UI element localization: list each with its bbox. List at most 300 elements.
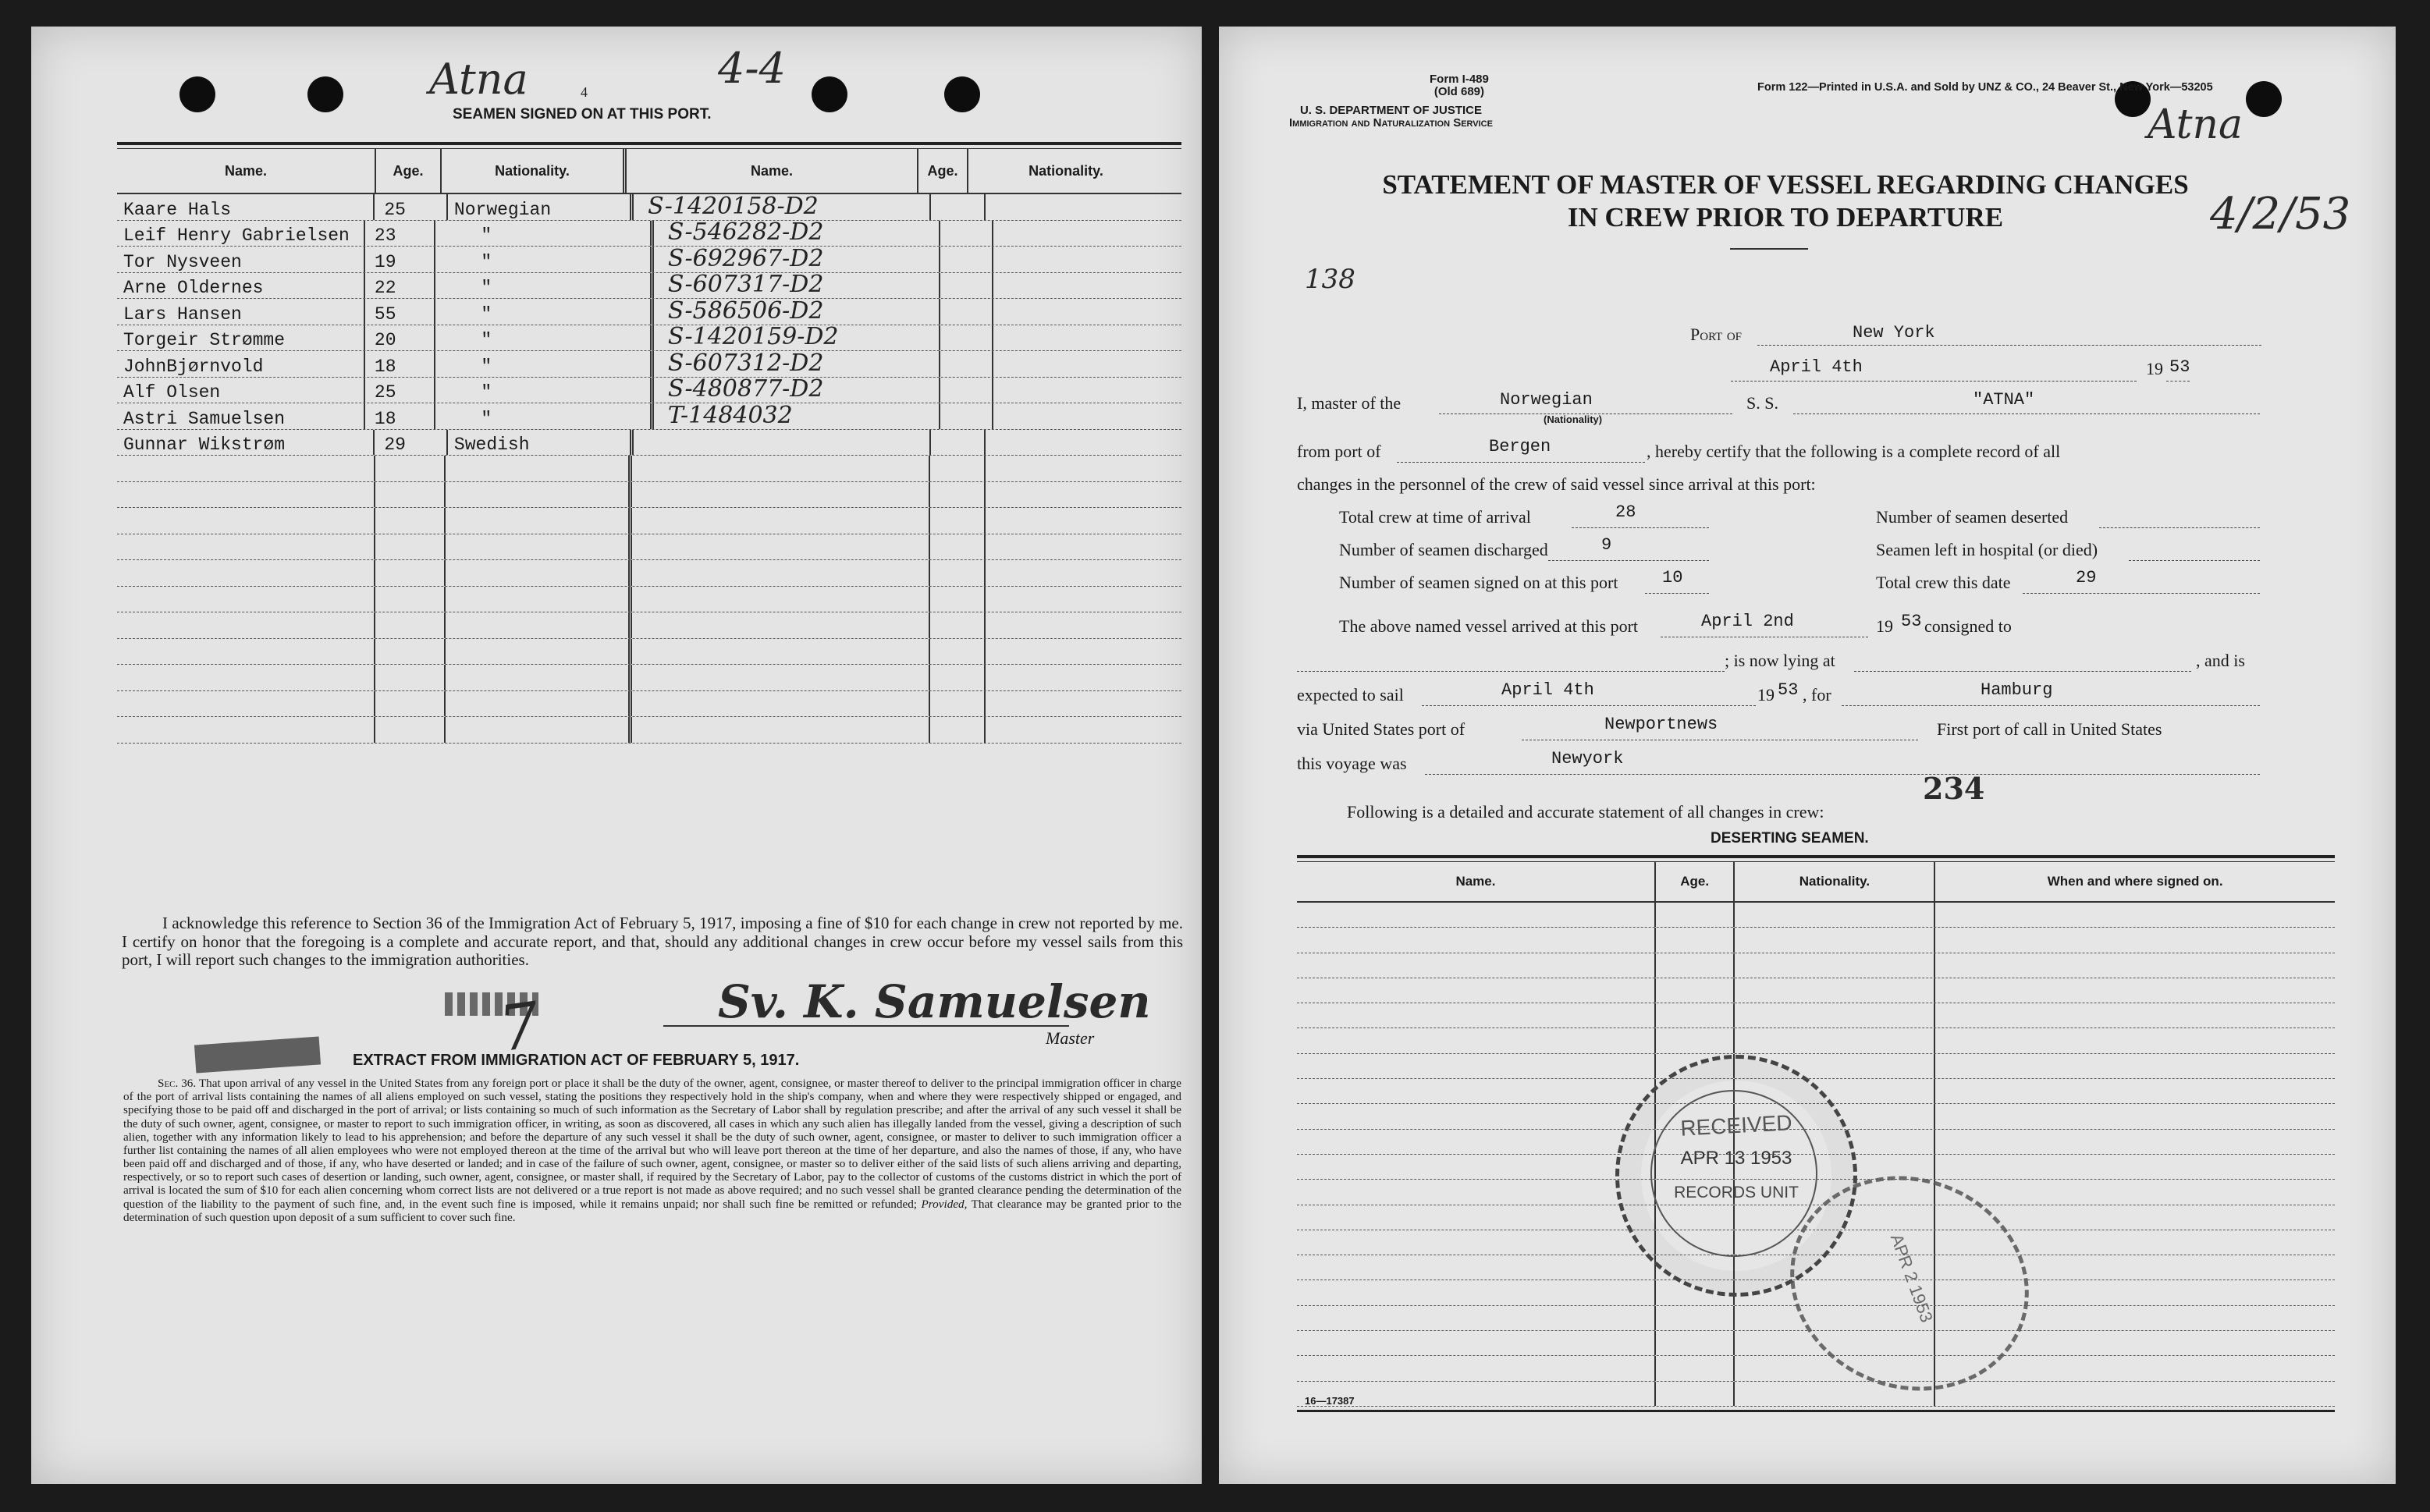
cell-empty xyxy=(1297,1028,1656,1052)
cell-empty xyxy=(930,508,985,534)
port-label: Port of xyxy=(1690,325,1743,344)
cell-age xyxy=(375,639,446,665)
cell-empty xyxy=(1935,903,2335,927)
cell-age: 19 xyxy=(365,247,436,272)
cell-serial xyxy=(632,534,930,560)
cell-age xyxy=(375,534,446,560)
seamen-signed-table xyxy=(117,142,1181,744)
port-line xyxy=(1757,321,2261,346)
table-row xyxy=(117,375,1181,404)
table-row xyxy=(117,296,1181,325)
expected-label: expected to sail xyxy=(1297,685,1404,705)
cell-nationality xyxy=(446,717,632,743)
cell-empty xyxy=(1935,1155,2335,1179)
cell-empty xyxy=(1297,1180,1656,1204)
cell-name xyxy=(117,508,375,534)
seamen-rows xyxy=(117,194,1181,744)
for-label: , for xyxy=(1803,685,1831,705)
cell-nationality: " xyxy=(435,273,653,299)
cell-empty xyxy=(1735,928,1935,952)
handwritten-vessel-name: Atna xyxy=(2148,101,2243,148)
cell-empty xyxy=(986,482,1181,508)
cell-empty xyxy=(940,299,993,325)
table-row xyxy=(117,456,1181,482)
cell-nationality: " xyxy=(435,378,653,403)
cell-empty xyxy=(940,325,993,351)
cell-age xyxy=(375,587,446,612)
cell-empty xyxy=(1935,1079,2335,1103)
cell-serial xyxy=(632,456,930,481)
stamp2-date: APR 2 1953 xyxy=(1886,1231,1937,1326)
cell-nationality xyxy=(446,639,632,665)
cell-empty xyxy=(1297,978,1656,1003)
date-value: April 4th xyxy=(1770,357,1863,377)
table-row xyxy=(117,403,1181,430)
cell-empty xyxy=(986,665,1181,690)
table-header xyxy=(117,149,1181,194)
cell-empty xyxy=(940,247,993,272)
cell-empty xyxy=(1656,978,1735,1003)
cell-nationality: Norwegian xyxy=(448,194,634,220)
statute-end: That clearance may be granted prior to the determination of such question upon deposit of a sum sufficient to cover such fine. xyxy=(123,1197,1182,1224)
expected-year-prefix: 19 xyxy=(1757,685,1775,705)
cell-empty xyxy=(1935,953,2335,978)
cell-empty xyxy=(1656,1331,1735,1355)
table-row xyxy=(1297,953,2335,978)
cell-empty xyxy=(986,587,1181,612)
cell-empty xyxy=(986,717,1181,743)
statute-label: Sec. 36. xyxy=(158,1077,197,1090)
voyage-line xyxy=(1425,751,2260,775)
cell-nationality xyxy=(446,587,632,612)
cell-age: 25 xyxy=(365,378,436,403)
arrived-value: April 2nd xyxy=(1701,612,1794,631)
cell-nationality xyxy=(446,612,632,638)
service-name: Immigration and Naturalization Service xyxy=(1289,115,1493,130)
total-date-value: 29 xyxy=(2076,568,2097,587)
page-number: 4 xyxy=(581,84,588,100)
cell-age: 18 xyxy=(365,403,436,429)
cell-empty xyxy=(1297,953,1656,978)
cell-serial xyxy=(632,508,930,534)
cell-empty xyxy=(930,587,985,612)
cell-empty xyxy=(1297,1331,1656,1355)
table-row xyxy=(117,639,1181,665)
cell-serial xyxy=(634,430,931,456)
deserted-line xyxy=(2099,504,2260,528)
cell-empty xyxy=(993,403,1181,429)
col-age: Age. xyxy=(376,149,442,193)
table-row xyxy=(117,612,1181,639)
form-number: Form I-489 xyxy=(1430,73,1489,86)
col-name: Name. xyxy=(627,149,918,193)
col-nationality: Nationality. xyxy=(442,149,627,193)
form-title-line1: STATEMENT OF MASTER OF VESSEL REGARDING CHANGES xyxy=(1382,169,2189,200)
signed-on-label: Number of seamen signed on at this port xyxy=(1339,573,1618,592)
deserting-heading: DESERTING SEAMEN. xyxy=(1711,830,1869,847)
voyage-label: this voyage was xyxy=(1297,754,1407,773)
cell-empty xyxy=(993,351,1181,377)
cell-empty xyxy=(1735,903,1935,927)
stamp-date-text: APR 13 1953 xyxy=(1680,1148,1792,1169)
col-age: Age. xyxy=(918,149,968,193)
cell-nationality xyxy=(446,691,632,717)
cell-age: 29 xyxy=(375,430,448,456)
stamp-mark xyxy=(194,1036,321,1073)
seamen-signed-heading: SEAMEN SIGNED ON AT THIS PORT. xyxy=(453,106,712,122)
table-row xyxy=(1297,903,2335,928)
cell-empty xyxy=(1935,1054,2335,1078)
hospital-label: Seamen left in hospital (or died) xyxy=(1876,540,2098,559)
discharged-label: Number of seamen discharged xyxy=(1339,540,1548,559)
for-value: Hamburg xyxy=(1981,680,2053,700)
cell-name: Tor Nysveen xyxy=(117,247,365,272)
cell-empty xyxy=(930,612,985,638)
cell-empty xyxy=(1297,1130,1656,1154)
via-line xyxy=(1522,716,1918,740)
table-row xyxy=(117,218,1181,247)
form-old-number: (Old 689) xyxy=(1433,84,1485,98)
cell-serial xyxy=(632,560,930,586)
table-row xyxy=(1297,1003,2335,1028)
cell-empty xyxy=(1297,1205,1656,1230)
department-block xyxy=(1289,105,1493,130)
cell-nationality xyxy=(446,665,632,690)
table-row xyxy=(1297,1028,2335,1053)
table-row xyxy=(117,717,1181,744)
col-nationality: Nationality. xyxy=(1028,162,1103,179)
department-name: U. S. DEPARTMENT OF JUSTICE xyxy=(1299,104,1483,117)
cell-empty xyxy=(940,403,993,429)
punch-hole xyxy=(812,76,847,112)
certify-text: , hereby certify that the following is a complete record of all xyxy=(1647,442,2061,461)
cell-nationality: " xyxy=(435,221,653,247)
cell-empty xyxy=(940,221,993,247)
cell-empty xyxy=(930,560,985,586)
cell-serial: S-1420158-D2 xyxy=(634,194,931,220)
cell-empty xyxy=(930,639,985,665)
punch-hole xyxy=(944,76,980,112)
first-call-label: First port of call in United States xyxy=(1937,719,2162,739)
col-name: Name. xyxy=(1297,862,1656,901)
cell-age xyxy=(375,456,446,481)
handwritten-vessel-name: Atna xyxy=(429,55,528,104)
cell-empty xyxy=(1656,1003,1735,1028)
hospital-line xyxy=(2129,537,2260,561)
cell-empty xyxy=(930,456,985,481)
table-row xyxy=(117,482,1181,509)
cell-name: Arne Oldernes xyxy=(117,273,365,299)
cell-name xyxy=(117,560,375,586)
cell-serial: S-1420159-D2 xyxy=(654,325,940,351)
cell-empty xyxy=(1735,978,1935,1003)
title-rule xyxy=(1730,248,1808,250)
cell-empty xyxy=(986,639,1181,665)
deserted-label: Number of seamen deserted xyxy=(1876,507,2069,527)
extract-heading: EXTRACT FROM IMMIGRATION ACT OF FEBRUARY 5, 1917. xyxy=(353,1052,800,1069)
cell-name xyxy=(117,534,375,560)
cell-age xyxy=(375,482,446,508)
cell-empty xyxy=(993,299,1181,325)
arrived-year-prefix: 19 xyxy=(1876,616,1893,636)
cell-name xyxy=(117,612,375,638)
form-title-line2: IN CREW PRIOR TO DEPARTURE xyxy=(1567,202,2004,232)
punch-hole xyxy=(2246,81,2282,117)
cell-empty xyxy=(1735,953,1935,978)
cell-serial: S-607317-D2 xyxy=(654,273,940,299)
cell-empty xyxy=(930,665,985,690)
cell-empty xyxy=(1297,1230,1656,1255)
form-number-block xyxy=(1430,73,1489,98)
table-row xyxy=(117,665,1181,691)
cell-empty xyxy=(1656,953,1735,978)
cell-empty xyxy=(1735,1003,1935,1028)
arrived-label: The above named vessel arrived at this port xyxy=(1339,616,1639,636)
cell-serial: T-1484032 xyxy=(654,403,940,429)
left-page xyxy=(31,27,1202,1484)
cell-serial xyxy=(632,639,930,665)
table-row xyxy=(117,691,1181,718)
cell-empty xyxy=(1935,1180,2335,1204)
total-date-label: Total crew this date xyxy=(1876,573,2011,592)
cell-nationality: " xyxy=(435,403,653,429)
table-row xyxy=(1297,978,2335,1003)
cell-nationality: " xyxy=(435,299,653,325)
cell-empty xyxy=(993,378,1181,403)
cell-serial: S-692967-D2 xyxy=(654,247,940,272)
cell-empty xyxy=(1297,1054,1656,1078)
via-value: Newportnews xyxy=(1604,715,1718,734)
cell-age xyxy=(375,612,446,638)
cell-nationality: " xyxy=(435,351,653,377)
cell-empty xyxy=(930,534,985,560)
statute-text xyxy=(123,1077,1181,1224)
statute-provided: Provided, xyxy=(921,1197,968,1211)
cell-name: Leif Henry Gabrielsen xyxy=(117,221,365,247)
cell-age: 23 xyxy=(365,221,436,247)
cell-serial: S-546282-D2 xyxy=(654,221,940,247)
cell-age: 55 xyxy=(365,299,436,325)
expected-value: April 4th xyxy=(1501,680,1594,700)
cell-serial xyxy=(632,665,930,690)
cell-serial xyxy=(632,482,930,508)
cell-empty xyxy=(940,273,993,299)
cell-name xyxy=(117,639,375,665)
handwritten-number: 138 xyxy=(1305,264,1355,295)
cell-empty xyxy=(1297,903,1656,927)
consignee-line xyxy=(1297,648,1725,672)
right-page xyxy=(1219,27,2396,1484)
cell-serial xyxy=(632,587,930,612)
acknowledgement-text: I acknowledge this reference to Section 36 of the Immigration Act of February 5, 1917, imposing a fine of $10 for each change in crew not reported by me. I certify on honor that the foregoing is a complete and accurate report, and that, should any additional changes in crew occur before my vessel sails from this port, I will report such changes to the immigration authorities. xyxy=(122,914,1183,970)
punch-hole xyxy=(307,76,343,112)
cell-empty xyxy=(930,717,985,743)
cell-empty xyxy=(940,351,993,377)
cell-empty xyxy=(1935,1003,2335,1028)
cell-empty xyxy=(986,691,1181,717)
table-row xyxy=(117,325,1181,352)
cell-age xyxy=(375,717,446,743)
cell-empty xyxy=(986,612,1181,638)
cell-serial: S-607312-D2 xyxy=(654,351,940,377)
ss-label: S. S. xyxy=(1746,393,1778,413)
table-row xyxy=(117,194,1181,221)
cell-nationality: Swedish xyxy=(448,430,634,456)
port-value: New York xyxy=(1853,323,1935,343)
cell-empty xyxy=(986,560,1181,586)
cell-serial: S-480877-D2 xyxy=(654,378,940,403)
from-port-value: Bergen xyxy=(1489,437,1551,456)
table-row xyxy=(1297,928,2335,953)
cell-name xyxy=(117,587,375,612)
cell-name: Gunnar Wikstrøm xyxy=(117,430,375,456)
cell-empty xyxy=(1297,1003,1656,1028)
cell-name xyxy=(117,665,375,690)
cell-empty xyxy=(1935,1382,2335,1406)
cell-empty xyxy=(1935,1028,2335,1052)
ship-value: "ATNA" xyxy=(1973,390,2035,410)
cell-serial xyxy=(632,612,930,638)
handwritten-date: 4-4 xyxy=(718,44,786,93)
cell-nationality: " xyxy=(435,247,653,272)
cell-empty xyxy=(931,194,986,220)
cell-empty xyxy=(986,430,1181,456)
cell-empty xyxy=(1935,1104,2335,1128)
table-row xyxy=(1297,1382,2335,1407)
cell-nationality xyxy=(446,482,632,508)
total-arrival-value: 28 xyxy=(1615,502,1636,522)
table-row xyxy=(1297,1054,2335,1079)
cell-name xyxy=(117,717,375,743)
cell-empty xyxy=(1297,1356,1656,1380)
cell-name xyxy=(117,456,375,481)
cell-age xyxy=(375,560,446,586)
handwritten-234: 234 xyxy=(1923,771,1985,806)
cell-empty xyxy=(1656,1028,1735,1052)
cell-age xyxy=(375,665,446,690)
year-prefix: 19 xyxy=(2146,359,2163,378)
cell-nationality xyxy=(446,456,632,481)
lying-label: ; is now lying at xyxy=(1725,651,1835,670)
table-row xyxy=(117,273,1181,300)
cell-empty xyxy=(1735,1028,1935,1052)
stamp-unit-text: RECORDS UNIT xyxy=(1674,1184,1799,1201)
cell-empty xyxy=(1656,1382,1735,1406)
cell-empty xyxy=(930,691,985,717)
discharged-value: 9 xyxy=(1601,535,1612,555)
cell-empty xyxy=(1656,1306,1735,1330)
signature-role: Master xyxy=(1046,1028,1095,1048)
cell-empty xyxy=(993,325,1181,351)
signed-on-value: 10 xyxy=(1662,568,1683,587)
col-nationality: Nationality. xyxy=(1735,862,1935,901)
cell-serial xyxy=(632,691,930,717)
table-row xyxy=(117,560,1181,587)
nationality-caption: (Nationality) xyxy=(1544,413,1603,425)
footer-code: 16—17387 xyxy=(1305,1395,1355,1407)
table-row xyxy=(117,534,1181,561)
total-date-line xyxy=(2023,570,2260,594)
nationality-value: Norwegian xyxy=(1500,390,1593,410)
form-title xyxy=(1317,169,2254,234)
cell-name: Torgeir Strømme xyxy=(117,325,365,351)
cell-empty xyxy=(1297,928,1656,952)
cell-nationality xyxy=(446,534,632,560)
printer-line: Form 122—Printed in U.S.A. and Sold by UNZ & CO., 24 Beaver St., New York—53205 xyxy=(1757,81,2213,94)
total-arrival-label: Total crew at time of arrival xyxy=(1339,507,1531,527)
cell-empty xyxy=(1935,978,2335,1003)
cell-nationality: " xyxy=(435,325,653,351)
cell-name: Astri Samuelsen xyxy=(117,403,365,429)
cell-empty xyxy=(986,508,1181,534)
master-of-label: I, master of the xyxy=(1297,393,1402,413)
cell-nationality xyxy=(446,560,632,586)
cell-empty xyxy=(940,378,993,403)
table-header xyxy=(1297,862,2335,903)
cell-age xyxy=(375,691,446,717)
table-row xyxy=(117,508,1181,534)
cell-empty xyxy=(930,482,985,508)
year-value: 53 xyxy=(2169,357,2190,377)
discharged-line xyxy=(1548,537,1709,561)
cell-empty xyxy=(1656,928,1735,952)
cell-empty xyxy=(1656,903,1735,927)
cell-name: JohnBjørnvold xyxy=(117,351,365,377)
cell-empty xyxy=(1297,1155,1656,1179)
punch-hole xyxy=(179,76,215,112)
cell-age: 22 xyxy=(365,273,436,299)
via-label: via United States port of xyxy=(1297,719,1465,739)
cell-nationality xyxy=(446,508,632,534)
statute-body: That upon arrival of any vessel in the United States from any foreign port or place it shall be the duty of the owner, agent, consignee, or master thereof to deliver to the principal immigration officer in charge of the port of arrival lists containing the names of all aliens employed on such vessel, stating the positions they respectively hold in the ship's company, when and where they were respectively shipped or engaged, and specifying those to be paid off and discharged in the port of arrival; or lists containing so much of such information as the Secretary of Labor shall by regulation prescribe; and after the arrival of any such vessel it shall be the duty of such owner, agent, consignee, or master to report to such immigration officer, in writing, as soon as discovered, all cases in which any such alien has illegally landed from the vessel, giving a description of such alien, together with any information likely to lead to his apprehension; and before the departure of any such vessel it shall be the duty of such owner, agent, consignee, or master to deliver to such immigration officer a further list containing the names of all alien employees who were not employed thereon at the time of the arrival but who will leave port thereon at the time of her departure, and also the names of those, if any, who have been paid off and discharged and of those, if any, who have deserted or landed; and in case of the failure of such owner, agent, consignee, or master so to deliver either of the said lists of such aliens arriving and departing, respectively, or so to report such cases of desertion or landing, such owner, agent, consignee, or master shall, if required by the Secretary of Labor, pay to the collector of customs of the customs district in which the port of arrival is located the sum of $10 for each alien concerning whom correct lists are not delivered or a true report is not made as above required; and no such vessel shall be granted clearance pending the determination of the question of the liability to the payment of such fine, and, in the event such fine is imposed, while it remains unpaid; nor shall such fine be remitted or refunded; xyxy=(123,1077,1181,1211)
cell-empty xyxy=(993,247,1181,272)
table-row xyxy=(1297,1356,2335,1381)
table-row xyxy=(117,244,1181,273)
lying-line xyxy=(1854,648,2191,672)
table-row xyxy=(117,430,1181,456)
master-signature: Sv. K. Samuelsen xyxy=(718,975,1151,1028)
cell-name xyxy=(117,691,375,717)
and-is: , and is xyxy=(2196,651,2245,670)
cell-age: 18 xyxy=(365,351,436,377)
cell-empty xyxy=(986,194,1181,220)
voyage-value: Newyork xyxy=(1551,749,1624,768)
cell-serial: S-586506-D2 xyxy=(654,299,940,325)
initials-scrawl: 7 xyxy=(494,988,545,1067)
expected-year: 53 xyxy=(1778,680,1799,700)
handwritten-date: 4/2/53 xyxy=(2210,189,2351,240)
table-row xyxy=(117,587,1181,613)
following-text: Following is a detailed and accurate statement of all changes in crew: xyxy=(1347,802,1824,822)
cell-age xyxy=(375,508,446,534)
table-row xyxy=(117,351,1181,378)
col-age: Age. xyxy=(1656,862,1735,901)
total-arrival-line xyxy=(1572,504,1709,528)
cell-empty xyxy=(1297,1306,1656,1330)
cell-empty xyxy=(1297,1104,1656,1128)
cell-empty xyxy=(1297,1255,1656,1280)
cell-empty xyxy=(1656,1356,1735,1380)
cell-age: 20 xyxy=(365,325,436,351)
cell-name: Kaare Hals xyxy=(117,194,375,220)
cell-name: Alf Olsen xyxy=(117,378,365,403)
cell-name xyxy=(117,482,375,508)
cell-empty xyxy=(931,430,986,456)
cell-empty xyxy=(1297,1079,1656,1103)
col-name: Name. xyxy=(117,149,376,193)
cell-serial xyxy=(632,717,930,743)
cell-age: 25 xyxy=(375,194,448,220)
